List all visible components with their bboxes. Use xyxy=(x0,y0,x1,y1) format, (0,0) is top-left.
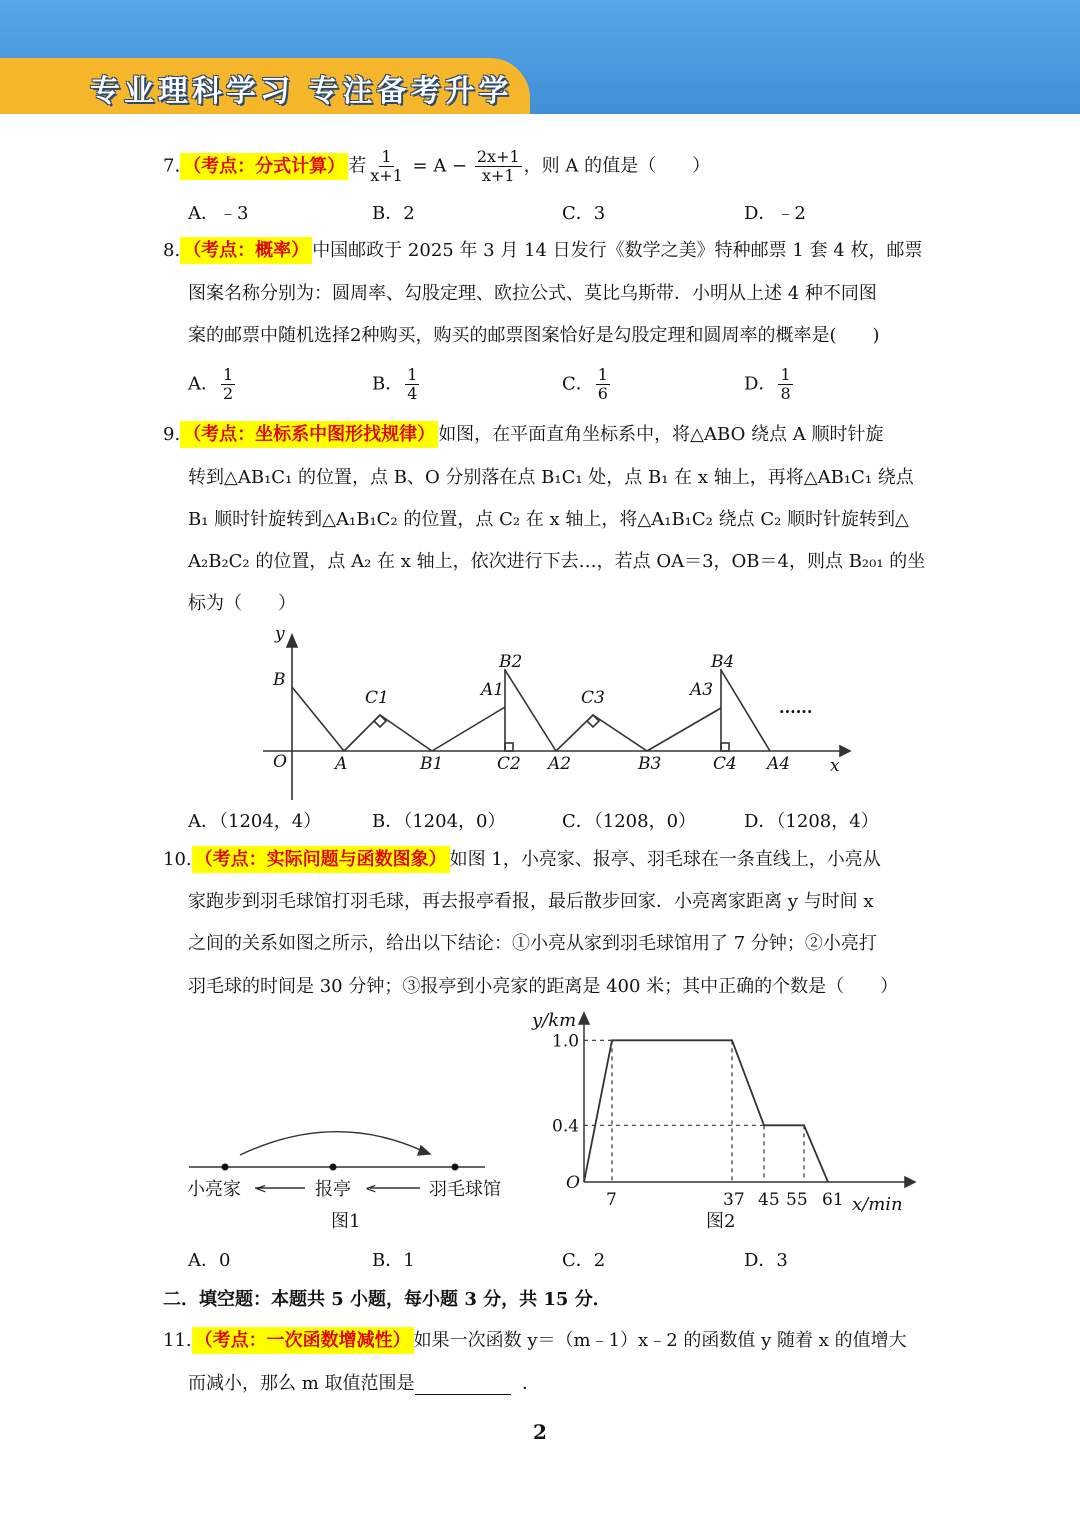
label-A3: A3 xyxy=(690,680,714,700)
q9-line1: 如图，在平面直角坐标系中，将△ABO 绕点 A 顺时针旋 xyxy=(438,424,884,445)
answer-blank[interactable] xyxy=(415,1376,511,1395)
opt-label: B． xyxy=(372,373,404,395)
figure-1-line xyxy=(185,1120,525,1235)
chart-origin: O xyxy=(566,1173,580,1193)
option-c: C．2 xyxy=(562,1250,606,1271)
continuation-dots: ...... xyxy=(779,698,813,717)
label-A1: A1 xyxy=(481,680,505,700)
question-9 xyxy=(163,424,884,446)
home-dot xyxy=(222,1164,229,1171)
topic-tag: （考点：一次函数增减性） xyxy=(192,1327,414,1354)
figure-1-caption: 图1 xyxy=(331,1211,361,1232)
q10-line2: 家跑步到羽毛球馆打羽毛球，再去报亭看报，最后散步回家．小亮离家距离 y 与时间 x xyxy=(188,891,874,912)
q8-line1: 中国邮政于 2025 年 3 月 14 日发行《数学之美》特种邮票 1 套 4 枚，邮票 xyxy=(312,240,923,261)
frac-num: 2x+1 xyxy=(476,147,520,166)
kiosk-dot xyxy=(330,1164,337,1171)
frac-num: 1 xyxy=(381,147,392,166)
frac-num: 1 xyxy=(780,365,791,384)
origin-label: O xyxy=(273,752,287,772)
segment-B1A1 xyxy=(432,707,505,751)
right-angle-c2 xyxy=(505,743,513,751)
segment-B3A3 xyxy=(647,708,721,751)
label-C1: C1 xyxy=(365,688,389,708)
frac-den: 2 xyxy=(223,384,234,403)
option-a: A．（1204，4） xyxy=(188,811,322,832)
section-title: 二．填空题：本题共 5 小题，每小题 3 分，共 15 分． xyxy=(163,1289,611,1310)
header-banner xyxy=(0,0,1080,114)
label-C3: C3 xyxy=(581,688,605,708)
segment-B4A4 xyxy=(721,670,770,751)
frac-den: 4 xyxy=(407,384,418,403)
q9-line4: A₂B₂C₂ 的位置，点 A₂ 在 x 轴上，依次进行下去…，若点 OA＝3，OB＝4，则点 B₂₀₁ 的坐 xyxy=(188,551,926,572)
chart-x-arrow xyxy=(905,1177,915,1187)
q9-line2: 转到△AB₁C₁ 的位置，点 B、O 分别落在点 B₁C₁ 处，点 B₁ 在 x 轴上，再将△AB₁C₁ 绕点 xyxy=(188,467,914,488)
label-kiosk: 报亭 xyxy=(315,1179,351,1200)
y-axis-label: y xyxy=(275,625,285,644)
chart-guides xyxy=(584,1040,804,1182)
q9-line3: B₁ 顺时针旋转到△A₁B₁C₂ 的位置，点 C₂ 在 x 轴上，将△A₁B₁C₂ 绕点 C₂ 顺时针旋转到△ xyxy=(188,509,909,530)
label-A2: A2 xyxy=(548,754,572,774)
question-10 xyxy=(163,849,881,871)
label-B4: B4 xyxy=(711,652,735,672)
frac-den: 8 xyxy=(780,384,791,403)
triangle-AB1C1 xyxy=(344,715,432,751)
fraction xyxy=(596,366,610,403)
opt-label: C． xyxy=(562,373,594,395)
arrow-head-left: < xyxy=(255,1181,267,1197)
q10-line4: 羽毛球的时间是 30 分钟；③报亭到小亮家的距离是 400 米；其中正确的个数是（ ） xyxy=(188,976,899,997)
x-tick-label: 61 xyxy=(822,1190,844,1210)
label-gym: 羽毛球馆 xyxy=(429,1179,501,1200)
q11-line1: 如果一次函数 y＝（m﹣1）x﹣2 的函数值 y 随着 x 的值增大 xyxy=(413,1330,907,1351)
banner-slogan: 专业理科学习 专注备考升学 xyxy=(90,74,513,109)
option-a: A．﹣3 xyxy=(188,203,249,224)
q8-line2: 图案名称分别为：圆周率、勾股定理、欧拉公式、莫比乌斯带．小明从上述 4 种不同图 xyxy=(188,283,877,304)
frac-num: 1 xyxy=(223,365,234,384)
option-b: B．（1204，0） xyxy=(372,811,506,832)
frac-den: x+1 xyxy=(481,166,515,185)
fraction-2 xyxy=(475,148,522,185)
option-a xyxy=(188,366,237,403)
route-arrow xyxy=(418,1146,430,1155)
figure-2-caption: 图2 xyxy=(706,1211,736,1232)
q7-pre: 若 xyxy=(348,155,367,177)
option-d: D．3 xyxy=(744,1250,788,1271)
fraction xyxy=(778,366,792,403)
chart-x-label: x/min xyxy=(852,1194,903,1215)
question-11 xyxy=(163,1330,907,1352)
x-axis-arrow xyxy=(840,746,850,756)
label-B3: B3 xyxy=(638,754,662,774)
opt-label: D． xyxy=(744,373,777,395)
q9-line5: 标为（ ） xyxy=(188,593,296,614)
chart-y-label: y/km xyxy=(532,1010,577,1031)
y-axis-arrow xyxy=(287,635,297,647)
label-C2: C2 xyxy=(497,754,521,774)
topic-tag: （考点：概率） xyxy=(180,237,312,264)
chart-series-line xyxy=(584,1040,828,1182)
question-number: 9. xyxy=(163,424,181,445)
question-number: 8. xyxy=(163,240,181,261)
q10-line1: 如图 1，小亮家、报亭、羽毛球在一条直线上，小亮从 xyxy=(449,849,881,870)
segment-BA xyxy=(292,687,344,751)
fraction-1 xyxy=(368,148,405,185)
x-axis-label: x xyxy=(830,756,840,776)
right-angle-c1 xyxy=(374,715,386,727)
fraction xyxy=(221,366,235,403)
option-a: A．0 xyxy=(188,1250,231,1271)
question-8 xyxy=(163,240,922,262)
q11-end: ． xyxy=(521,1373,540,1394)
label-B: B xyxy=(273,670,286,690)
x-tick-label: 55 xyxy=(786,1190,808,1210)
option-b: B．1 xyxy=(372,1250,415,1271)
option-d xyxy=(744,366,795,403)
frac-den: 6 xyxy=(597,384,608,403)
label-home: 小亮家 xyxy=(187,1179,241,1200)
page-number: 2 xyxy=(533,1420,547,1444)
q7-post: ，则 A 的值是（ ） xyxy=(523,155,711,177)
topic-tag: （考点：实际问题与函数图象） xyxy=(192,846,450,873)
option-d: D．﹣2 xyxy=(744,203,806,224)
frac-num: 1 xyxy=(407,365,418,384)
option-b: B．2 xyxy=(372,203,415,224)
fraction xyxy=(405,366,419,403)
opt-label: A． xyxy=(188,373,219,395)
option-c xyxy=(562,366,612,403)
option-d: D．（1208，4） xyxy=(744,811,879,832)
gym-dot xyxy=(452,1164,459,1171)
question-number: 11. xyxy=(163,1330,192,1351)
figure-2-chart xyxy=(530,1010,920,1235)
option-c: C．3 xyxy=(562,203,606,224)
option-b xyxy=(372,366,421,403)
q11-line2 xyxy=(188,1373,540,1395)
route-arc xyxy=(240,1132,425,1155)
chart-y-arrow xyxy=(579,1013,589,1024)
option-c: C．（1208，0） xyxy=(562,811,697,832)
question-number: 10. xyxy=(163,849,192,870)
right-angle-c3 xyxy=(587,715,599,727)
label-A4: A4 xyxy=(767,754,791,774)
y-tick-label: 1.0 xyxy=(552,1031,580,1052)
triangle-A2C3B3 xyxy=(556,715,647,751)
q11-text: 而减小，那么 m 取值范围是 xyxy=(188,1373,415,1394)
x-tick-label: 45 xyxy=(758,1190,780,1210)
topic-tag: （考点：坐标系中图形找规律） xyxy=(180,421,438,448)
segment-B2A2 xyxy=(505,670,556,751)
q10-line3: 之间的关系如图之所示，给出以下结论：①小亮从家到羽毛球馆用了 7 分钟；②小亮打 xyxy=(188,933,877,954)
topic-tag: （考点：分式计算） xyxy=(180,153,348,180)
y-tick-label: 0.4 xyxy=(552,1116,580,1137)
x-tick-label: 7 xyxy=(606,1190,617,1210)
equation-mid: = A − xyxy=(406,155,473,177)
question-number: 7. xyxy=(163,155,181,177)
arrow-head-left-2: < xyxy=(365,1181,377,1197)
rotation-figure xyxy=(255,625,855,805)
question-7 xyxy=(163,148,710,185)
x-tick-label: 37 xyxy=(723,1190,745,1210)
right-angle-c4 xyxy=(721,743,729,751)
label-B1: B1 xyxy=(420,754,444,774)
frac-den: x+1 xyxy=(370,166,403,185)
q8-line3: 案的邮票中随机选择2种购买，购买的邮票图案恰好是勾股定理和圆周率的概率是( ) xyxy=(188,325,880,346)
label-B2: B2 xyxy=(499,652,523,672)
frac-num: 1 xyxy=(597,365,608,384)
label-A: A xyxy=(335,754,348,774)
label-C4: C4 xyxy=(713,754,737,774)
